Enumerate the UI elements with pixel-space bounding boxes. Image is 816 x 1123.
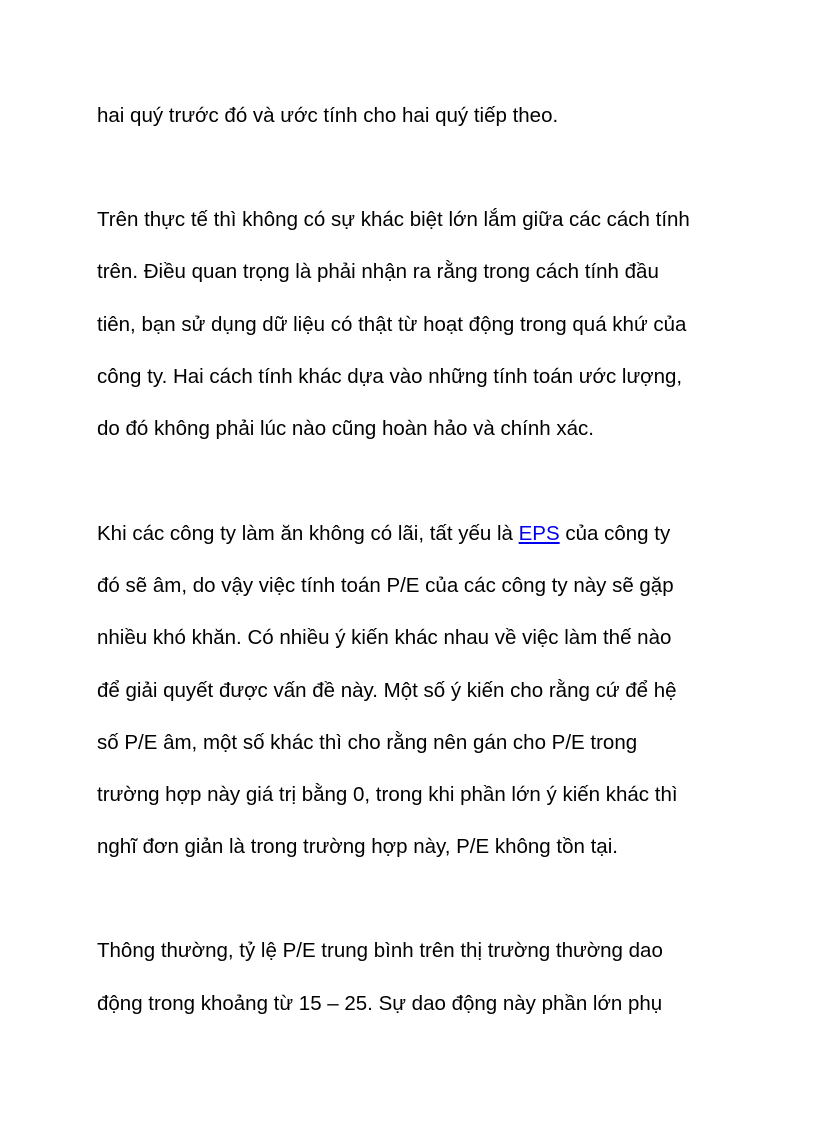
text-line: đó sẽ âm, do vậy việc tính toán P/E của các công ty này sẽ gặp [97,574,674,597]
text-line: nhiều khó khăn. Có nhiều ý kiến khác nhau về việc làm thế nào [97,626,672,649]
text-line: trên. Điều quan trọng là phải nhận ra rằng trong cách tính đầu [97,260,659,283]
text-line: số P/E âm, một số khác thì cho rằng nên gán cho P/E trong [97,731,638,754]
text-line: do đó không phải lúc nào cũng hoàn hảo và chính xác. [97,417,594,440]
text-line: Trên thực tế thì không có sự khác biệt lớn lắm giữa các cách tính [97,208,690,231]
text-line: công ty. Hai cách tính khác dựa vào những tính toán ước lượng, [97,365,683,388]
text-line: Thông thường, tỷ lệ P/E trung bình trên thị trường thường dao [97,939,663,962]
text-line: tiên, bạn sử dụng dữ liệu có thật từ hoạt động trong quá khứ của [97,313,687,336]
text-line: nghĩ đơn giản là trong trường hợp này, P/E không tồn tại. [97,835,618,858]
text-line: để giải quyết được vấn đề này. Một số ý kiến cho rằng cứ để hệ [97,679,677,702]
text-segment: Khi các công ty làm ăn không có lãi, tất yếu là [97,522,519,545]
text-line: trường hợp này giá trị bằng 0, trong khi phần lớn ý kiến khác thì [97,783,678,806]
text-line-with-link [97,522,670,546]
text-line: động trong khoảng từ 15 – 25. Sự dao động này phần lớn phụ [97,992,663,1015]
text-line: hai quý trước đó và ước tính cho hai quý tiếp theo. [97,104,559,127]
eps-link[interactable]: EPS [518,522,560,545]
text-segment: của công ty [559,522,671,545]
